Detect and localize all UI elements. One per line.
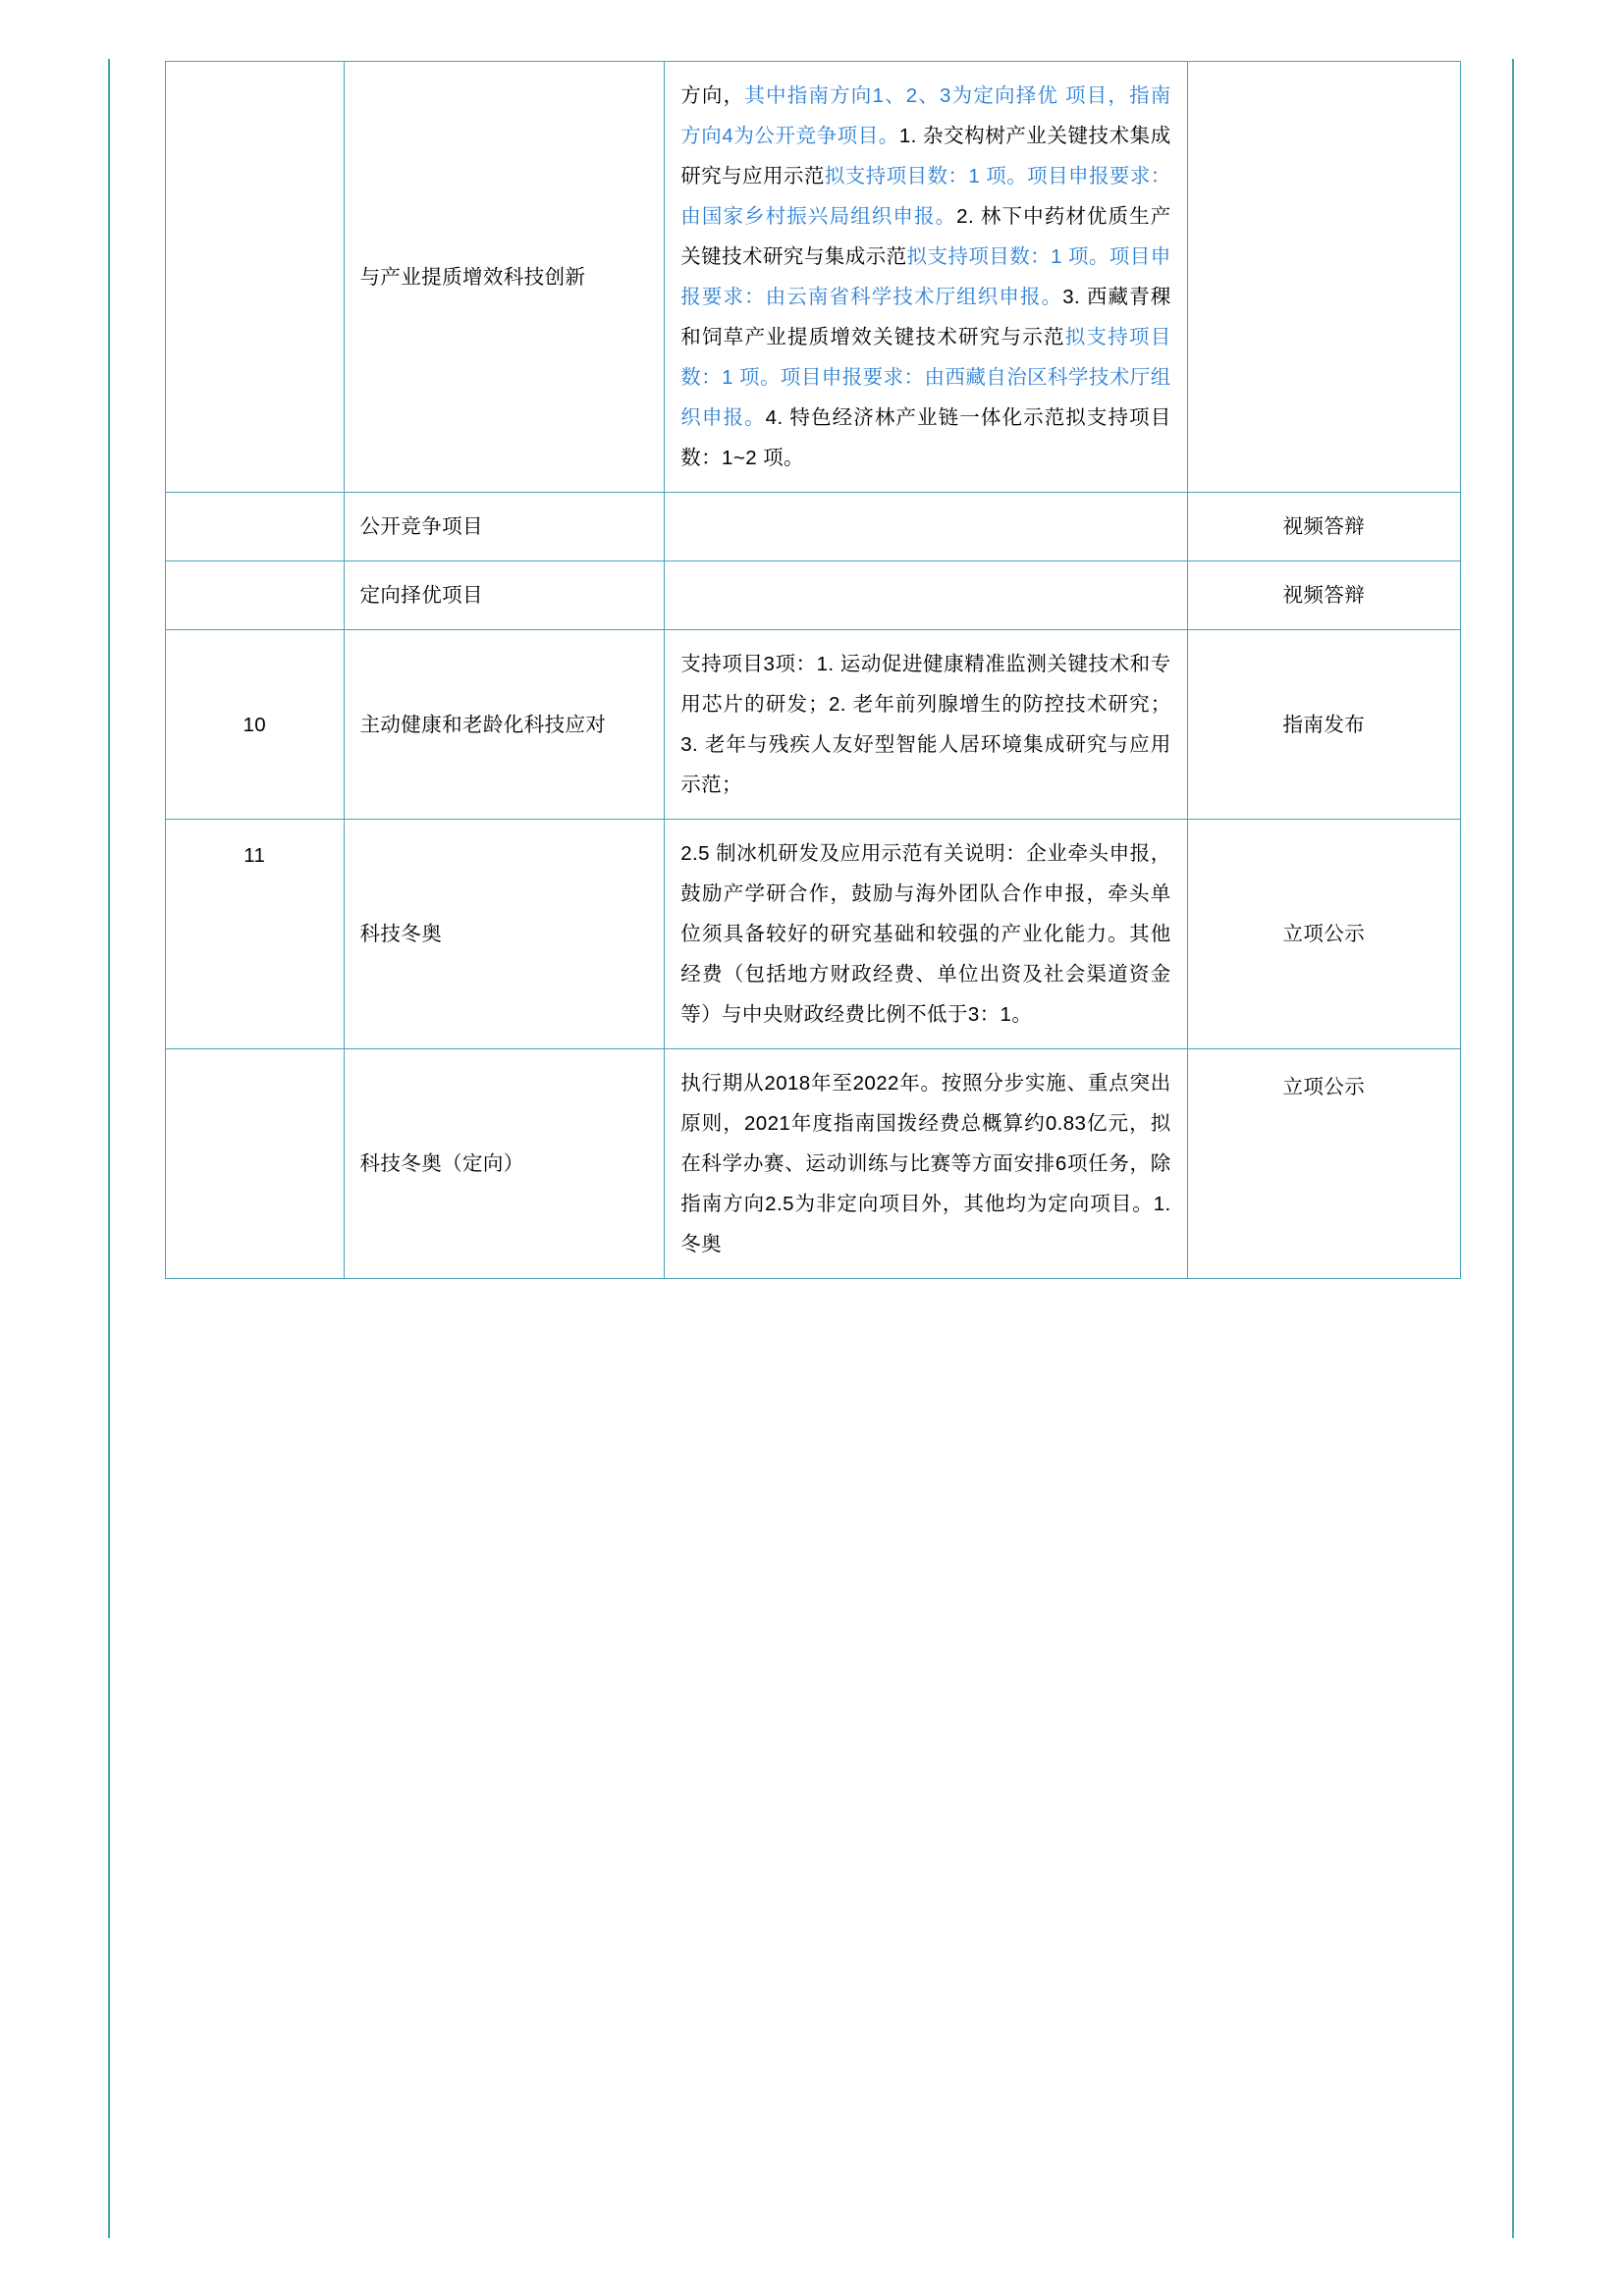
program-description-cell [665,62,1187,493]
page-border-right [1512,59,1514,2238]
desc-seg-8: 4. 特色经济林产业链一体化示范拟支持项目数：1~2 项。 [680,406,1171,469]
desc-seg-0: 方向， [680,84,745,107]
desc-seg-7: 拟支持项目数：1 项。项目申报要求：由西藏自治区科学技术厅组织申报。 [680,326,1171,429]
desc-seg-6: 3. 西藏青稞和饲草产业提质增效关键技术研究与示范 [680,286,1171,348]
program-name-cell: 科技冬奥 [344,820,665,1049]
table-row [166,62,1461,493]
program-name-cell: 公开竞争项目 [344,493,665,561]
desc-seg-3: 拟支持项目数：1 项。项目申报要求：由国家乡村振兴局组织申报。 [680,165,1171,228]
page-border-left [108,59,110,2238]
review-method-cell: 指南发布 [1187,630,1460,820]
row-number-cell [166,1049,345,1279]
row-number-cell: 11 [166,820,345,1049]
row-number-cell: 10 [166,630,345,820]
table-row [166,493,1461,561]
desc-seg-4: 2. 林下中药材优质生产关键技术研究与集成示范 [680,205,1171,268]
review-method-cell: 立项公示 [1187,1049,1460,1279]
program-description-cell: 2.5 制冰机研发及应用示范有关说明：企业牵头申报，鼓励产学研合作，鼓励与海外团队合作申报，牵头单位须具备较好的研究基础和较强的产业化能力。其他经费（包括地方财政经费、单位出资及社会渠道资金等）与中央财政经费比例不低于3：1。 [665,820,1187,1049]
program-name-cell: 主动健康和老龄化科技应对 [344,630,665,820]
program-description-cell [665,493,1187,561]
review-method-cell: 视频答辩 [1187,493,1460,561]
row-number-cell [166,62,345,493]
program-name-cell: 科技冬奥（定向） [344,1049,665,1279]
program-name-cell: 与产业提质增效科技创新 [344,62,665,493]
desc-seg-5: 拟支持项目数：1 项。项目申报要求：由云南省科学技术厅组织申报。 [680,245,1171,308]
review-method-cell: 视频答辩 [1187,561,1460,630]
program-name-cell: 定向择优项目 [344,561,665,630]
description-paragraph [680,76,1170,478]
table-row [166,820,1461,1049]
table-row [166,561,1461,630]
desc-seg-2: 1. 杂交构树产业关键技术集成研究与应用示范 [680,125,1171,187]
table-row [166,1049,1461,1279]
row-number-cell [166,493,345,561]
row-number-cell [166,561,345,630]
program-description-cell [665,561,1187,630]
review-method-cell: 立项公示 [1187,820,1460,1049]
specialty-program-table [165,61,1461,1279]
table-row [166,630,1461,820]
program-description-cell: 执行期从2018年至2022年。按照分步实施、重点突出原则，2021年度指南国拨经费总概算约0.83亿元，拟在科学办赛、运动训练与比赛等方面安排6项任务，除指南方向2.5为非定向项目外，其他均为定向项目。1. 冬奥 [665,1049,1187,1279]
review-method-cell [1187,62,1460,493]
desc-seg-1: 其中指南方向1、2、3为定向择优 项目，指南方向4为公开竞争项目。 [680,84,1171,147]
program-description-cell: 支持项目3项：1. 运动促进健康精准监测关键技术和专用芯片的研发；2. 老年前列腺增生的防控技术研究；3. 老年与残疾人友好型智能人居环境集成研究与应用示范； [665,630,1187,820]
